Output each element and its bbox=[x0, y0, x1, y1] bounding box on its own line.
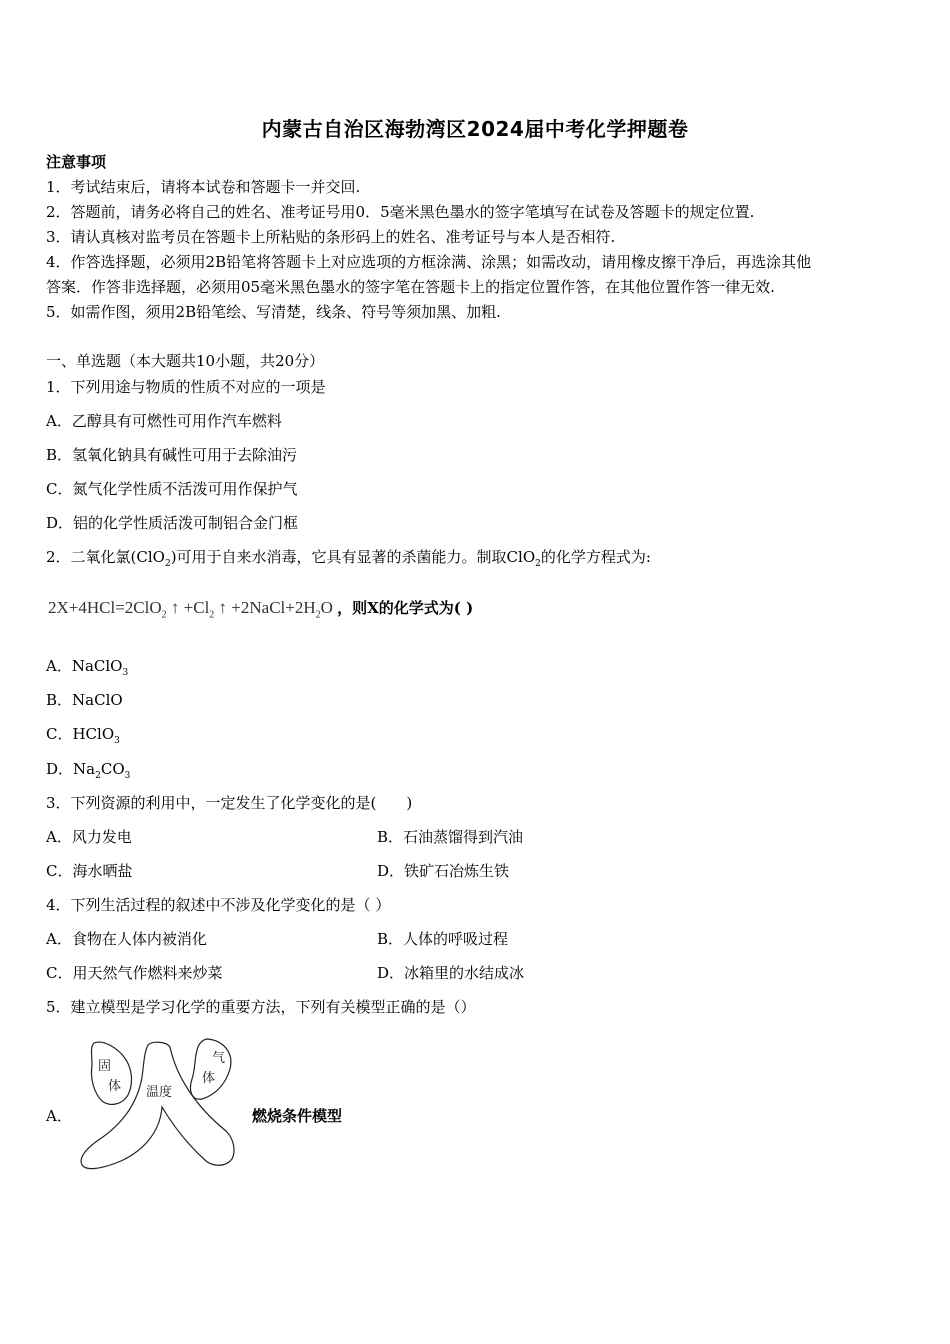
q4-stem: 4．下列生活过程的叙述中不涉及化学变化的是（ ） bbox=[46, 896, 391, 914]
right-lobe-outline bbox=[190, 1039, 230, 1099]
q3-option-b: B．石油蒸馏得到汽油 bbox=[377, 828, 524, 846]
option-sub: 3 bbox=[122, 668, 129, 678]
eq-part: 2X+4HCl=2ClO bbox=[48, 598, 162, 617]
diagram-label-gas-2: 体 bbox=[202, 1071, 216, 1086]
eq-sub: 2 bbox=[161, 609, 167, 621]
q3-option-c: C．海水晒盐 bbox=[46, 862, 133, 880]
diagram-label-temperature: 温度 bbox=[146, 1085, 173, 1100]
combustion-model-diagram bbox=[76, 1035, 241, 1175]
q3-option-a: A．风力发电 bbox=[46, 828, 132, 846]
diagram-label-solid-2: 体 bbox=[108, 1079, 122, 1094]
q2-stem-sub: 2 bbox=[535, 559, 541, 569]
q3-stem: 3．下列资源的利用中，一定发生了化学变化的是( ) bbox=[46, 794, 413, 812]
q1-stem: 1．下列用途与物质的性质不对应的一项是 bbox=[46, 378, 326, 396]
q5-option-a-label: A． bbox=[46, 1107, 72, 1125]
diagram-label-gas-1: 气 bbox=[212, 1051, 226, 1066]
q2-option-b: B．NaClO bbox=[46, 691, 123, 709]
notice-heading: 注意事项 bbox=[46, 153, 107, 171]
eq-part: ↑ +2NaCl+2H bbox=[218, 598, 316, 617]
option-sub: 3 bbox=[124, 771, 131, 781]
q1-option-a: A．乙醇具有可燃性可用作汽车燃料 bbox=[46, 412, 282, 430]
q5-stem: 5．建立模型是学习化学的重要方法，下列有关模型正确的是（） bbox=[46, 998, 476, 1016]
section-heading: 一、单选题（本大题共10小题，共20分） bbox=[46, 352, 325, 370]
option-text: C．HClO bbox=[46, 725, 115, 743]
q2-option-d bbox=[46, 758, 130, 781]
q2-stem-part: 2．二氧化氯(ClO bbox=[46, 548, 165, 566]
q2-option-a bbox=[46, 655, 128, 678]
q2-equation bbox=[48, 597, 473, 620]
q2-stem-sub: 2 bbox=[164, 559, 171, 569]
eq-sub: 2 bbox=[209, 609, 215, 621]
q1-option-b: B．氢氧化钠具有碱性可用于去除油污 bbox=[46, 446, 298, 464]
eq-part: ↑ +Cl bbox=[170, 598, 210, 617]
option-text: D．Na bbox=[46, 760, 96, 778]
option-text: CO bbox=[100, 760, 125, 778]
q2-stem bbox=[46, 546, 651, 569]
q1-option-c: C．氮气化学性质不活泼可用作保护气 bbox=[46, 480, 298, 498]
q2-option-c bbox=[46, 723, 120, 746]
diagram-label-solid-1: 固 bbox=[98, 1059, 112, 1074]
option-sub: 2 bbox=[95, 771, 101, 781]
q3-option-d: D．铁矿石冶炼生铁 bbox=[377, 862, 510, 880]
page-title: 内蒙古自治区海勃湾区2024届中考化学押题卷 bbox=[261, 117, 689, 141]
notice-item: 4．作答选择题，必须用2B铅笔将答题卡上对应选项的方框涂满、涂黑；如需改动，请用橡皮擦干净后，再选涂其他 bbox=[46, 253, 812, 271]
notice-item: 答案．作答非选择题，必须用05毫米黑色墨水的签字笔在答题卡上的指定位置作答，在其他位置作答一律无效. bbox=[46, 278, 775, 296]
notice-item: 1．考试结束后，请将本试卷和答题卡一并交回. bbox=[46, 178, 361, 196]
q1-option-d: D．铝的化学性质活泼可制铝合金门框 bbox=[46, 514, 299, 532]
notice-item: 5．如需作图，须用2B铅笔绘、写清楚，线条、符号等须加黑、加粗. bbox=[46, 303, 501, 321]
q2-equation-tail: ，则X的化学式为( ) bbox=[337, 599, 474, 617]
q5-option-a-caption: 燃烧条件模型 bbox=[252, 1107, 343, 1125]
eq-part: O bbox=[320, 598, 333, 617]
option-sub: 3 bbox=[114, 736, 120, 746]
q2-stem-part: 的化学方程式为: bbox=[540, 548, 651, 566]
q2-stem-part: )可用于自来水消毒，它具有显著的杀菌能力。制取ClO bbox=[170, 548, 536, 566]
option-text: A．NaClO bbox=[46, 657, 123, 675]
q4-option-d: D．冰箱里的水结成冰 bbox=[377, 964, 525, 982]
q4-option-b: B．人体的呼吸过程 bbox=[377, 930, 509, 948]
q4-option-a: A．食物在人体内被消化 bbox=[46, 930, 207, 948]
eq-sub: 2 bbox=[315, 609, 321, 621]
q4-option-c: C．用天然气作燃料来炒菜 bbox=[46, 964, 223, 982]
notice-item: 3．请认真核对监考员在答题卡上所粘贴的条形码上的姓名、准考证号与本人是否相符. bbox=[46, 228, 616, 246]
notice-item: 2．答题前，请务必将自己的姓名、准考证号用0．5毫米黑色墨水的签字笔填写在试卷及答题卡的规定位置. bbox=[46, 203, 755, 221]
